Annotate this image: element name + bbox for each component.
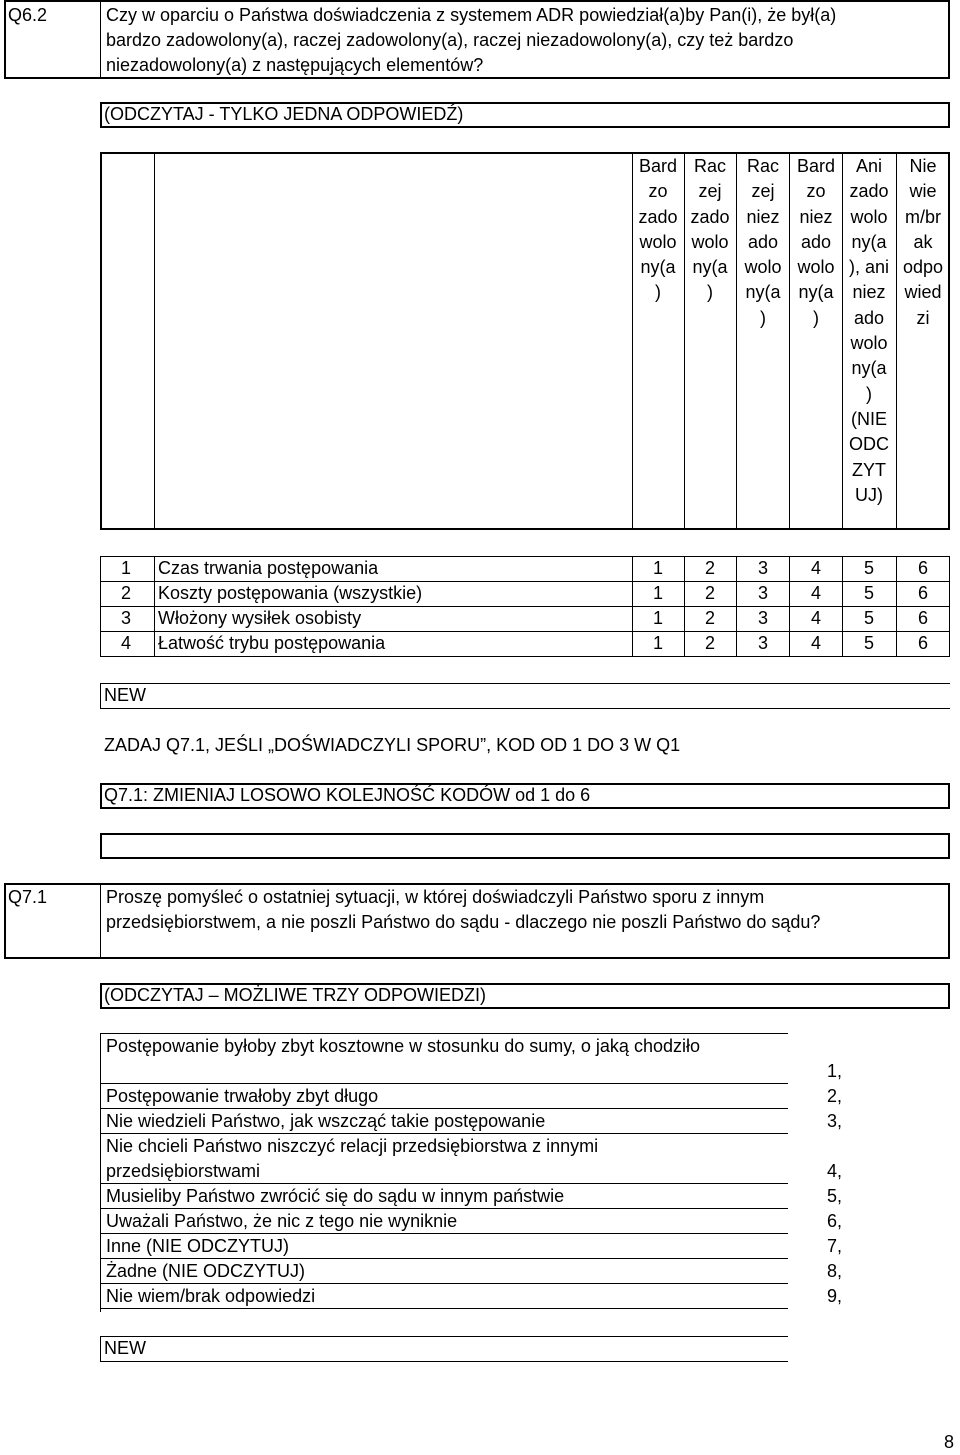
col-header-line: ny(a	[692, 257, 728, 278]
answer-code[interactable]: 4	[810, 558, 821, 578]
col-header-line: niez	[852, 282, 886, 303]
col-header-rather-dissatisfied	[737, 154, 789, 331]
col-header-line: Rac	[746, 156, 779, 176]
q62-instruction: (ODCZYTAJ - TYLKO JEDNA ODPOWIEDŹ)	[104, 104, 464, 124]
col-header-very-satisfied	[632, 154, 684, 306]
q71-instruction: (ODCZYTAJ – MOŻLIWE TRZY ODPOWIEDZI)	[104, 985, 487, 1005]
answer-code[interactable]: 5,	[826, 1186, 842, 1206]
answer-label: Nie chcieli Państwo niszczyć relacji przedsiębiorstwa z innymi	[106, 1136, 599, 1156]
col-header-line: wolo	[691, 231, 729, 252]
col-header-line: )	[866, 383, 872, 404]
col-header-line: wolo	[744, 257, 782, 278]
answer-label: przedsiębiorstwami	[106, 1161, 261, 1181]
answer-code[interactable]: 1,	[826, 1061, 842, 1081]
answer-code[interactable]: 4,	[826, 1161, 842, 1181]
answer-code[interactable]: 6,	[826, 1211, 842, 1231]
col-header-line: zado	[638, 206, 678, 227]
answer-code[interactable]: 5	[863, 633, 874, 653]
answer-code[interactable]: 9,	[826, 1286, 842, 1306]
answer-code[interactable]: 6	[917, 583, 928, 603]
col-header-line: zo	[806, 181, 826, 202]
q62-new-label: NEW	[104, 685, 146, 705]
col-header-line: ado	[800, 231, 832, 252]
col-header-line: ado	[853, 307, 885, 328]
col-header-line: niez	[746, 206, 780, 227]
page-number: 8	[944, 1432, 955, 1452]
col-header-rather-satisfied	[684, 154, 736, 306]
row-label: Włożony wysiłek osobisty	[158, 608, 362, 628]
answer-label: Postępowanie byłoby zbyt kosztowne w stosunku do sumy, o jaką chodziło	[106, 1036, 700, 1056]
q62-question-line-2: bardzo zadowolony(a), raczej zadowolony(a), raczej niezadowolony(a), czy też bardzo	[106, 30, 794, 50]
col-header-line: ZYT	[852, 459, 886, 480]
answer-code[interactable]: 1	[652, 633, 663, 653]
answer-code[interactable]: 6	[917, 633, 928, 653]
q62-id: Q6.2	[8, 5, 48, 25]
col-header-line: Bard	[796, 156, 836, 176]
row-label: Łatwość trybu postępowania	[158, 633, 386, 653]
col-header-line: zado	[690, 206, 730, 227]
answer-label: Żadne (NIE ODCZYTUJ)	[106, 1261, 306, 1281]
q71-id: Q7.1	[8, 887, 48, 907]
row-label: Czas trwania postępowania	[158, 558, 379, 578]
col-header-line: niez	[799, 206, 833, 227]
answer-code[interactable]: 2	[704, 583, 715, 603]
answer-code[interactable]: 4	[810, 608, 821, 628]
col-header-line: )	[655, 282, 661, 303]
answer-label: Nie wiedzieli Państwo, jak wszcząć takie postępowanie	[106, 1111, 546, 1131]
col-header-line: ), ani	[848, 257, 890, 278]
answer-code[interactable]: 2	[704, 608, 715, 628]
col-header-line: ak	[913, 231, 933, 252]
col-header-line: Bard	[638, 156, 678, 176]
q71-new-label: NEW	[104, 1338, 146, 1358]
empty-box	[100, 833, 950, 859]
col-header-line: )	[813, 307, 819, 328]
col-header-line: ny(a	[851, 231, 887, 252]
answer-code[interactable]: 8,	[826, 1261, 842, 1281]
col-header-line: ny(a	[640, 257, 676, 278]
col-header-line: wolo	[797, 257, 835, 278]
row-label: Koszty postępowania (wszystkie)	[158, 583, 423, 603]
q62-question-line-3: niezadowolony(a) z następujących elementów?	[106, 55, 484, 75]
answer-label: Inne (NIE ODCZYTUJ)	[106, 1236, 290, 1256]
answer-label: Nie wiem/brak odpowiedzi	[106, 1286, 316, 1306]
q62-question-line-1: Czy w oparciu o Państwa doświadczenia z systemem ADR powiedział(a)by Pan(i), że był(a)	[106, 5, 837, 25]
col-header-line: zi	[916, 307, 930, 328]
answer-code[interactable]: 5	[863, 558, 874, 578]
col-header-line: UJ)	[855, 484, 883, 505]
answer-code[interactable]: 3	[757, 633, 768, 653]
col-header-line: odpo	[902, 257, 944, 278]
col-header-line: Nie	[909, 156, 937, 176]
answer-code[interactable]: 2,	[826, 1086, 842, 1106]
col-header-line: )	[707, 282, 713, 303]
col-header-line: ny(a	[745, 282, 781, 303]
col-header-line: wolo	[850, 333, 888, 354]
q71-question-line-1: Proszę pomyśleć o ostatniej sytuacji, w której doświadczyli Państwo sporu z innym	[106, 887, 765, 907]
col-header-neither	[843, 154, 895, 508]
answer-code[interactable]: 3	[757, 583, 768, 603]
col-header-line: wolo	[639, 231, 677, 252]
answer-label: Postępowanie trwałoby zbyt długo	[106, 1086, 379, 1106]
row-number: 2	[121, 583, 132, 603]
answer-code[interactable]: 7,	[826, 1236, 842, 1256]
col-header-line: )	[760, 307, 766, 328]
answer-code[interactable]: 2	[704, 633, 715, 653]
answer-code[interactable]: 6	[917, 558, 928, 578]
col-header-line: ODC	[849, 434, 889, 455]
col-header-very-dissatisfied	[790, 154, 842, 331]
q62-rotate-instruction: Q7.1: ZMIENIAJ LOSOWO KOLEJNOŚĆ KODÓW od 1 do 6	[104, 785, 591, 805]
answer-code[interactable]: 1	[652, 608, 663, 628]
answer-code[interactable]: 6	[917, 608, 928, 628]
q62-filter-instruction: ZADAJ Q7.1, JEŚLI „DOŚWIADCZYLI SPORU”, KOD OD 1 DO 3 W Q1	[104, 735, 681, 755]
col-header-line: (NIE	[851, 408, 887, 429]
answer-code[interactable]: 4	[810, 633, 821, 653]
answer-label: Musieliby Państwo zwrócić się do sądu w innym państwie	[106, 1186, 565, 1206]
answer-label: Uważali Państwo, że nic z tego nie wyniknie	[106, 1211, 458, 1231]
row-number: 4	[121, 633, 132, 653]
col-header-line: Rac	[693, 156, 726, 176]
answer-code[interactable]: 4	[810, 583, 821, 603]
col-header-line: ny(a	[798, 282, 834, 303]
answer-code[interactable]: 3	[757, 608, 768, 628]
answer-code[interactable]: 3,	[826, 1111, 842, 1131]
col-header-line: wie	[909, 181, 937, 202]
col-header-line: ny(a	[851, 358, 887, 379]
row-number: 1	[121, 558, 132, 578]
col-header-line: Ani	[855, 156, 882, 176]
answer-code[interactable]: 5	[863, 583, 874, 603]
col-header-line: wolo	[850, 206, 888, 227]
col-header-line: ado	[747, 231, 779, 252]
col-header-line: zej	[698, 181, 722, 202]
answer-code[interactable]: 2	[704, 558, 715, 578]
answer-code[interactable]: 5	[863, 608, 874, 628]
col-header-line: zo	[648, 181, 668, 202]
col-header-line: wied	[904, 282, 942, 303]
answer-code[interactable]: 3	[757, 558, 768, 578]
q71-question-line-2: przedsiębiorstwem, a nie poszli Państwo do sądu - dlaczego nie poszli Państwo do sądu?	[106, 912, 821, 932]
answer-code[interactable]: 1	[652, 583, 663, 603]
col-header-dont-know	[897, 154, 949, 331]
row-number: 3	[121, 608, 132, 628]
col-header-line: m/br	[905, 206, 941, 227]
answer-code[interactable]: 1	[652, 558, 663, 578]
col-header-line: zej	[751, 181, 775, 202]
col-header-line: zado	[849, 181, 889, 202]
